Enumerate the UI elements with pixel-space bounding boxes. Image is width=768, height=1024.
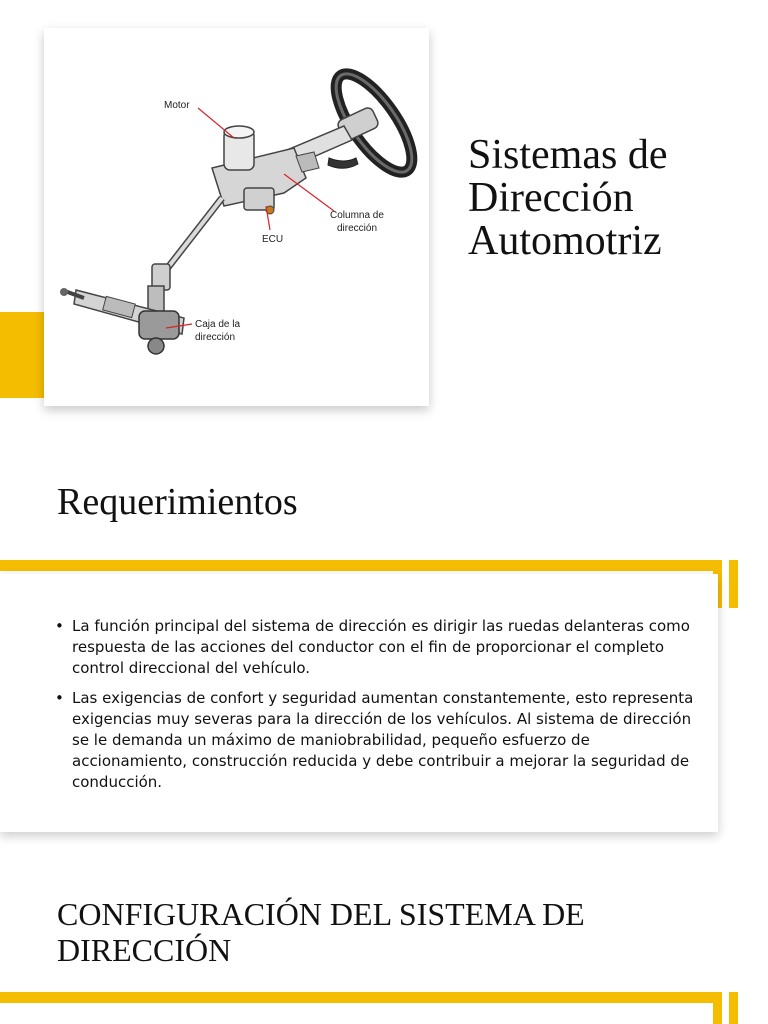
column-callout-line <box>284 174 334 211</box>
title-line: DIRECCIÓN <box>57 932 232 968</box>
title-line: Automotriz <box>468 218 662 264</box>
list-item <box>55 688 695 793</box>
configuration-heading <box>57 896 697 968</box>
steering-system-illustration <box>44 28 429 406</box>
bullet-text: La función principal del sistema de dirección es dirigir las ruedas delanteras como respuesta de las acciones del conductor con el fin de proporcionar el completo control direccional del vehículo. <box>72 617 690 677</box>
gear-box-end-shape <box>148 338 164 354</box>
label-box-line2: dirección <box>195 332 236 343</box>
title-line: Sistemas de <box>468 132 668 178</box>
label-box-line1: Caja de la <box>195 319 241 330</box>
slide-requirements <box>0 452 768 847</box>
accent-bar-vertical-outer <box>729 992 738 1024</box>
lever-shape <box>328 158 358 168</box>
slide-title <box>0 0 768 430</box>
rack-boot-shape <box>103 296 136 317</box>
label-ecu: ECU <box>262 234 284 245</box>
steering-diagram-card <box>44 28 429 406</box>
requirements-heading: Requerimientos <box>57 481 298 523</box>
label-column-line1: Columna de <box>330 210 384 221</box>
intermediate-shaft-shape <box>166 198 222 270</box>
motor-callout-line <box>198 108 234 138</box>
accent-bar-left <box>0 312 44 398</box>
accent-bar-vertical-outer <box>729 560 738 608</box>
slide-title-heading <box>468 134 667 263</box>
accent-bar-horizontal <box>0 560 722 571</box>
accent-bar-vertical <box>713 992 722 1024</box>
label-motor: Motor <box>164 100 190 111</box>
bullet-text: Las exigencias de confort y seguridad aumentan constantemente, esto representa exigencias muy severas para la dirección de los vehículos. Al sistema de dirección se le demanda un máximo de maniobrabilidad, pequeño esfuerzo de accionamiento, construcción reducida y debe contribuir a mejorar la seguridad de conducción. <box>72 689 694 791</box>
title-line: CONFIGURACIÓN DEL SISTEMA DE <box>57 896 585 932</box>
requirements-list <box>55 616 695 802</box>
tie-rod-end-shape <box>60 288 68 296</box>
gear-box-shape <box>139 311 179 339</box>
title-line: Dirección <box>468 175 634 221</box>
label-column-line2: dirección <box>337 223 378 234</box>
accent-bar-horizontal <box>0 992 722 1003</box>
bullet-icon: • <box>55 689 64 707</box>
list-item <box>55 616 695 679</box>
slide-configuration <box>0 868 768 1024</box>
motor-top-shape <box>224 126 254 138</box>
bullet-icon: • <box>55 617 64 635</box>
